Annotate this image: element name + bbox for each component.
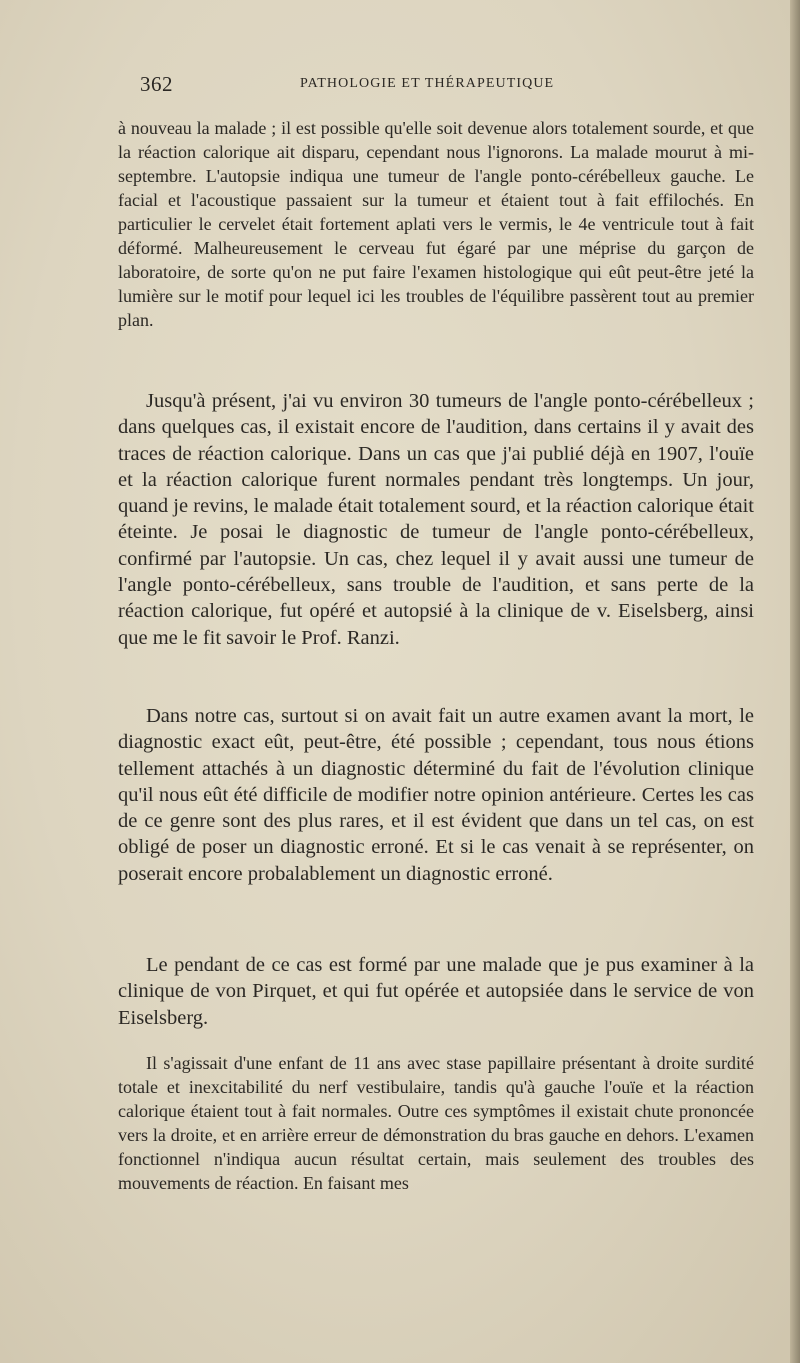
- paragraph-continuation: à nouveau la malade ; il est possible qu'elle soit devenue alors totalement sourde, et que la réaction calorique ait disparu, cependant nous l'ignorons. La malade mourut à mi-septembre. L'autopsie indiqua une tumeur de l'angle ponto-cérébelleux gauche. Le facial et l'acoustique passaient sur la tumeur et étaient tout à fait effilochés. En particulier le cervelet était fortement aplati vers le vermis, le 4e ventricule tout à fait déformé. Malheureusement le cerveau fut égaré par une méprise du garçon de laboratoire, de sorte qu'on ne put faire l'examen histologique qui eût peut-être jeté la lumière sur le motif pour lequel ici les troubles de l'équilibre passèrent tout au premier plan.: [118, 118, 754, 330]
- running-title: PATHOLOGIE ET THÉRAPEUTIQUE: [300, 76, 555, 91]
- paragraph-tumors-seen: Jusqu'à présent, j'ai vu environ 30 tumeurs de l'angle ponto-cérébelleux ; dans quelques cas, il existait encore de l'audition, dans certains il y avait des traces de réaction calorique. Dans un cas que j'ai publié déjà en 1907, l'ouïe et la réaction calorique furent normales pendant très longtemps. Un jour, quand je revins, le malade était totalement sourd, et la réaction calorique était éteinte. Je posai le diagnostic de tumeur de l'angle ponto-cérébelleux, confirmé par l'autopsie. Un cas, chez lequel il y avait aussi une tumeur de l'angle ponto-cérébelleux, sans trouble de l'audition, et sans perte de la réaction calorique, fut opéré et autopsié à la clinique de v. Eiselsberg, ainsi que me le fit savoir le Prof. Ranzi.: [118, 390, 754, 649]
- paragraph-child-case: Il s'agissait d'une enfant de 11 ans avec stase papillaire présentant à droite surdité totale et inexcitabilité du nerf vestibulaire, tandis qu'à gauche l'ouïe et la réaction calorique étaient tout à fait normales. Outre ces symptômes il existait chute prononcée vers la droite, et en arrière erreur de démonstration du bras gauche en dehors. L'examen fonctionnel n'indiqua aucun résultat certain, mais seulement des troubles des mouvements de réaction. En faisant mes: [118, 1053, 754, 1193]
- paragraph-counterpart-case: Le pendant de ce cas est formé par une malade que je pus examiner à la clinique de von Pirquet, et qui fut opérée et autopsiée dans le service de von Eiselsberg.: [118, 954, 754, 1029]
- page-header: [118, 72, 758, 102]
- paragraph-our-case: Dans notre cas, surtout si on avait fait un autre examen avant la mort, le diagnostic exact eût, peut-être, été possible ; cependant, tous nous étions tellement attachés à un diagnostic déterminé du fait de l'évolution clinique qu'il nous eût été difficile de modifier notre opinion antérieure. Certes les cas de ce genre sont des plus rares, et il est évident que dans un tel cas, on est obligé de poser un diagnostic erroné. Et si le cas venait à se représenter, on poserait encore probalablement un diagnostic erroné.: [118, 705, 754, 885]
- page-number: 362: [140, 72, 173, 96]
- page-edge-shadow: [790, 0, 800, 1363]
